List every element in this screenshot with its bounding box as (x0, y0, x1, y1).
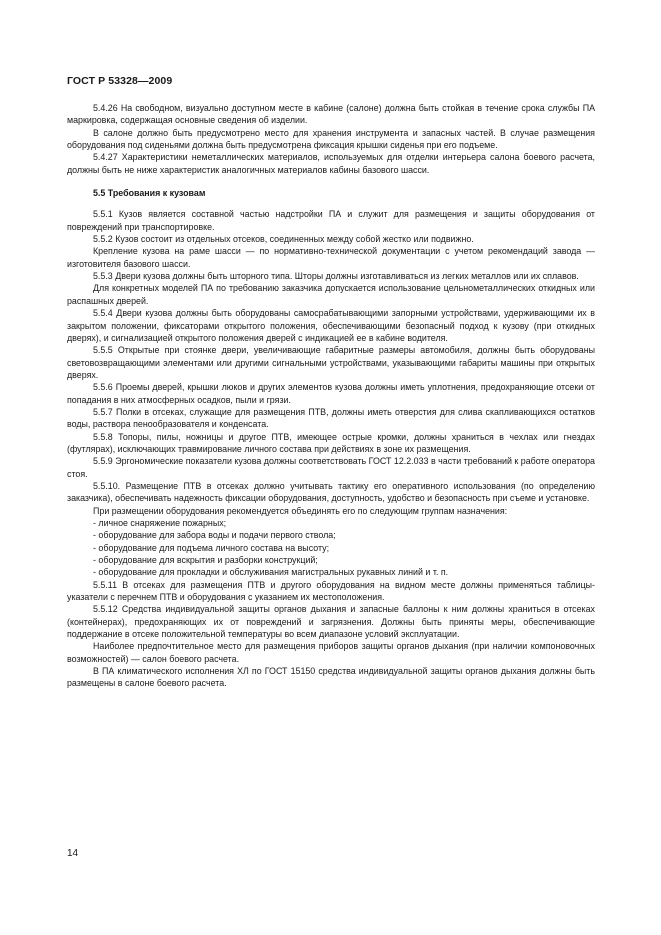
paragraph-5-5-12: 5.5.12 Средства индивидуальной защиты органов дыхания и запасные баллоны к ним должны храниться в отсеках (контейнерах), предохраняющих их от повреждений и загрязнения. Должны быть приняты меры, обеспечивающие поддержание в отсеке положительной температуры во всем диапазоне условий эксплуатации. (67, 604, 595, 640)
paragraph-5-5-10: 5.5.10. Размещение ПТВ в отсеках должно учитывать тактику его оперативного использования (по определению заказчика), обеспечивать надежность фиксации оборудования, доступность, удобство и безопасность при съеме и установке. (67, 480, 595, 504)
paragraph-body-mounting: Крепление кузова на раме шасси — по нормативно-технической документации с учетом рекомендаций завода — изготовителя базового шасси. (67, 246, 595, 269)
paragraph-5-5-1: 5.5.1 Кузов является составной частью надстройки ПА и служит для размещения и защиты оборудования от повреждений при транспортировке. (67, 209, 595, 232)
list-item: - оборудование для подъема личного состава на высоту; (93, 542, 330, 553)
page-number: 14 (67, 848, 79, 859)
paragraph-5-5-2: 5.5.2 Кузов состоит из отдельных отсеков, соединенных между собой жестко или подвижно. (93, 234, 474, 245)
paragraph-5-5-5: 5.5.5 Открытые при стоянке двери, увеличивающие габаритные размеры автомобиля, должны быть оборудованы световозвращающими элементами или другими сигнальными устройствами, указывающими габариты машины при открытых дверях. (67, 345, 595, 380)
document-body (67, 102, 595, 690)
paragraph-5-5-8: 5.5.8 Топоры, пилы, ножницы и другое ПТВ, имеющее острые кромки, должны храниться в чехлах или гнездах (футлярах), исключающих травмирование личного состава при действиях в зоне их размещения. (67, 431, 595, 454)
paragraph-grouping: При размещении оборудования рекомендуется объединять его по следующим группам назначения: (93, 505, 508, 516)
document-header: ГОСТ Р 53328—2009 (67, 75, 173, 87)
section-heading-5-5: 5.5 Требования к кузовам (93, 188, 206, 199)
list-item: - личное снаряжение пожарных; (93, 518, 227, 528)
list-item: - оборудование для вскрытия и разборки конструкций; (93, 555, 318, 566)
paragraph-5-5-6: 5.5.6 Проемы дверей, крышки люков и других элементов кузова должны иметь уплотнения, предохраняющие отсеки от попадания в них атмосферных осадков, пыли и грязи. (67, 382, 595, 405)
paragraph-5-5-9: 5.5.9 Эргономические показатели кузова должны соответствовать ГОСТ 12.2.033 в части требований к работе оператора стоя. (67, 456, 595, 479)
paragraph-5-5-3: 5.5.3 Двери кузова должны быть шторного типа. Шторы должны изготавливаться из легких металлов или их сплавов. (93, 271, 579, 282)
paragraph-5-4-26: 5.4.26 На свободном, визуально доступном месте в кабине (салоне) должна быть стойкая в течение срока службы ПА маркировка, содержащая основные сведения об изделии. (67, 103, 595, 126)
paragraph-climate-hl: В ПА климатического исполнения ХЛ по ГОСТ 15150 средства индивидуальной защиты органов дыхания должны быть размещены в салоне боевого расчета. (67, 666, 595, 689)
paragraph-5-4-27: 5.4.27 Характеристики неметаллических материалов, используемых для отделки интерьера салона боевого расчета, должны быть не ниже характеристик аналогичных материалов кабины базового шасси. (67, 152, 595, 175)
paragraph-5-5-7: 5.5.7 Полки в отсеках, служащие для размещения ПТВ, должны иметь отверстия для слива скапливающихся остатков воды, раствора пенообразователя и конденсата. (67, 406, 595, 430)
paragraph-5-5-4: 5.5.4 Двери кузова должны быть оборудованы самосрабатывающими запорными устройствами, удерживающими их в закрытом положении, фиксаторами открытого положения, обеспечивающими безопасный подход к кузову (при откидных дверях), и сигнализацией открытого положения дверей с индикацией ее в кабине водителя. (67, 308, 595, 343)
list-item: - оборудование для забора воды и подачи первого ствола; (93, 530, 336, 541)
list-item: - оборудование для прокладки и обслуживания магистральных рукавных линий и т. п. (93, 567, 449, 578)
paragraph-metal-doors: Для конкретных моделей ПА по требованию заказчика допускается использование цельнометаллических откидных или распашных дверей. (67, 283, 595, 306)
paragraph-5-5-11: 5.5.11 В отсеках для размещения ПТВ и другого оборудования на видном месте должны применяться таблицы-указатели с перечнем ПТВ и оборудования с указанием их местоположения. (67, 579, 595, 603)
paragraph-salon-storage: В салоне должно быть предусмотрено место для хранения инструмента и запасных частей. В случае размещения оборудования под сиденьями должна быть предусмотрена фиксация крышки сиденья при его подъеме. (67, 127, 595, 151)
paragraph-preferred-place: Наиболее предпочтительное место для размещения приборов защиты органов дыхания (при наличии компоновочных возможностей) — салон боевого расчета. (67, 641, 595, 664)
